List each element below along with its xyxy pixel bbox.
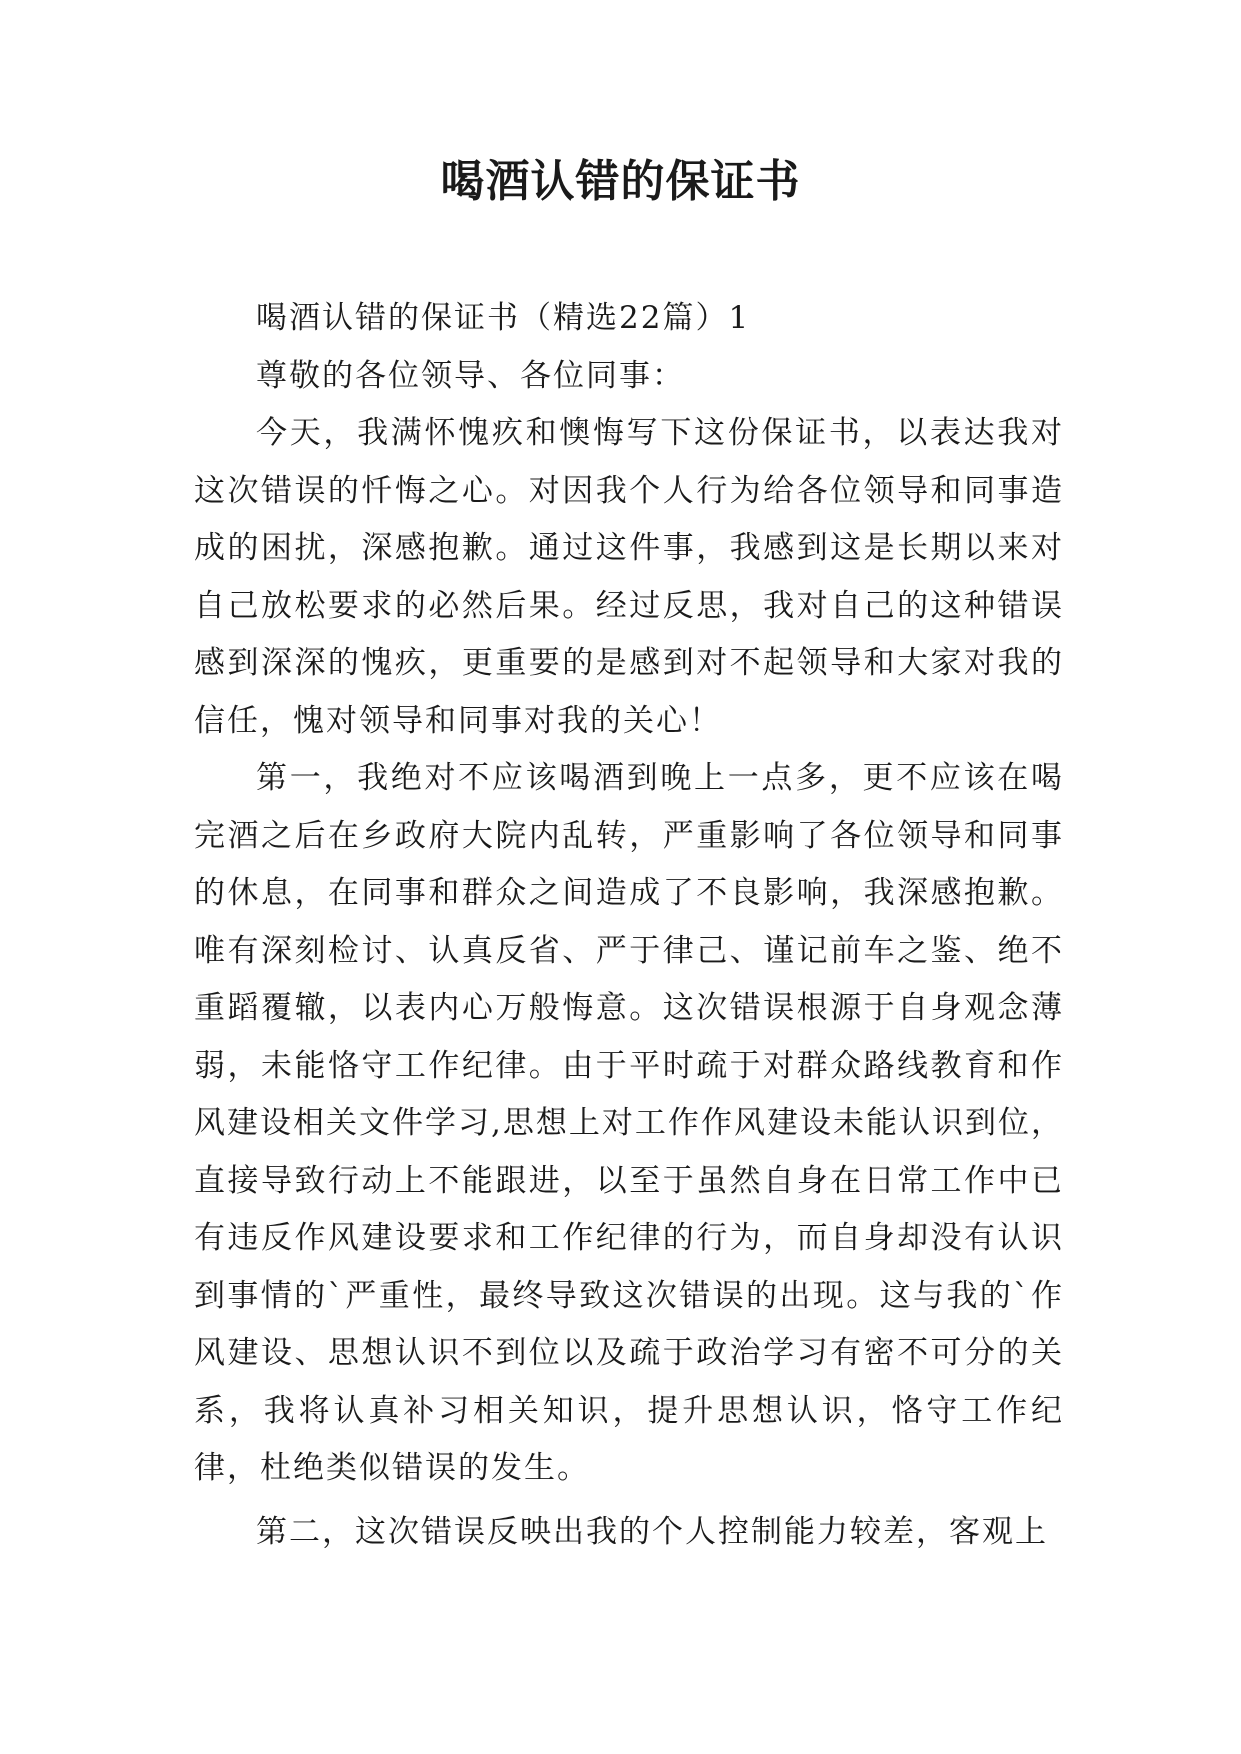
paragraph-second-point: 第二，这次错误反映出我的个人控制能力较差，客观上 bbox=[256, 1513, 1048, 1550]
paragraph-first-point: 第一，我绝对不应该喝酒到晚上一点多，更不应该在喝完酒之后在乡政府大院内乱转，严重影响了各位领导和同事的休息，在同事和群众之间造成了不良影响，我深感抱歉。唯有深刻检讨、认真反省、严于律己、谨记前车之鉴、绝不重蹈覆辙，以表内心万般悔意。这次错误根源于自身观念薄弱，未能恪守工作纪律。由于平时疏于对群众路线教育和作风建设相关文件学习,思想上对工作作风建设未能认识到位，直接导致行动上不能跟进，以至于虽然自身在日常工作中已有违反作风建设要求和工作纪律的行为，而自身却没有认识到事情的`严重性，最终导致这次错误的出现。这与我的`作风建设、思想认识不到位以及疏于政治学习有密不可分的关系，我将认真补习相关知识，提升思想认识，恪守工作纪律，杜绝类似错误的发生。 bbox=[194, 760, 1064, 1486]
document-body bbox=[194, 290, 1064, 1561]
paragraph-salutation: 尊敬的各位领导、各位同事： bbox=[256, 357, 685, 394]
paragraph-intro: 今天，我满怀愧疚和懊悔写下这份保证书，以表达我对这次错误的忏悔之心。对因我个人行为给各位领导和同事造成的困扰，深感抱歉。通过这件事，我感到这是长期以来对自己放松要求的必然后果。经过反思，我对自己的这种错误感到深深的愧疚，更重要的是感到对不起领导和大家对我的信任，愧对领导和同事对我的关心！ bbox=[194, 415, 1064, 739]
document-title: 喝酒认错的保证书 bbox=[440, 156, 801, 207]
paragraph-subtitle: 喝酒认错的保证书（精选22篇）1 bbox=[256, 300, 751, 336]
